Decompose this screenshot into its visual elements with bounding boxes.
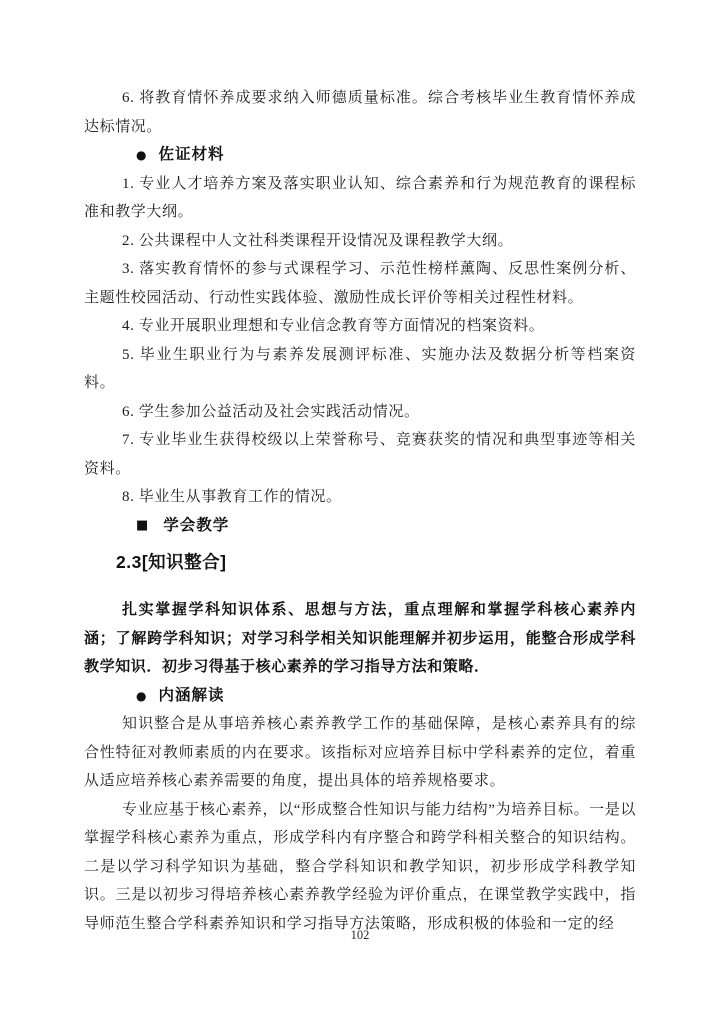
paragraph-item-4: 4. 专业开展职业理想和专业信念教育等方面情况的档案资料。 (122, 318, 545, 334)
paragraph-professional-core-literacy: 专业应基于核心素养，以“形成整合性知识与能力结构”为培养目标。一是以掌握学科核心素养为重点，形成学科内有序整合和跨学科相关整合的知识结构。二是以学习科学知识为基础，整合学科知识和教学知识，初步形成学科教学知识。三是以初步习得培养核心素养教学经验为评价重点，在课堂教学实践中，指导师范生整合学科素养知识和学习指导方法策略，形成积极的体验和一定的经 (84, 801, 636, 932)
paragraph-item-6-teacher-ethics: 6. 将教育情怀养成要求纳入师德质量标准。综合考核毕业生教育情怀养成达标情况。 (84, 90, 636, 135)
bullet-item-connotation-interpretation (84, 682, 636, 711)
section-heading-knowledge-integration: 2.3[知识整合] (116, 552, 227, 572)
dot-bullet-icon: ● (136, 148, 147, 162)
bullet-item-supporting-materials (84, 141, 636, 170)
dot-bullet-icon: ● (136, 688, 147, 703)
bullet-label: 学会教学 (163, 516, 230, 534)
paragraph-item-6b: 6. 学生参加公益活动及社会实践活动情况。 (122, 403, 420, 420)
page-content (84, 84, 636, 938)
paragraph-item-3: 3. 落实教育情怀的参与式课程学习、示范性榜样薰陶、反思性案例分析、主题性校园活动、行动性实践体验、激励性成长评价等相关过程性材料。 (84, 261, 636, 306)
paragraph-item-8: 8. 毕业生从事教育工作的情况。 (122, 489, 342, 505)
bullet-item-learn-to-teach (84, 512, 636, 541)
paragraph-item-5: 5. 毕业生职业行为与素养发展测评标准、实施办法及数据分析等档案资料。 (84, 346, 636, 391)
bullet-label: 佐证材料 (158, 146, 225, 163)
bullet-label: 内涵解读 (158, 686, 225, 704)
paragraph-item-2: 2. 公共课程中人文社科类课程开设情况及课程教学大纲。 (122, 232, 514, 249)
bold-paragraph-indicator-description: 扎实掌握学科知识体系、思想与方法，重点理解和掌握学科核心素养内涵；了解跨学科知识；对学习科学相关知识能理解并初步运用，能整合形成学科教学知识．初步习得基于核心素养的学习指导方法和策略． (84, 601, 636, 675)
paragraph-item-1: 1. 专业人才培养方案及落实职业认知、综合素养和行为规范教育的课程标准和教学大纲。 (84, 175, 636, 220)
square-bullet-icon: ■ (136, 517, 149, 533)
page-number: 102 (350, 928, 370, 942)
paragraph-knowledge-integration-basis: 知识整合是从事培养核心素养教学工作的基础保障，是核心素养具有的综合性特征对教师素质的内在要求。该指标对应培养目标中学科素养的定位，着重从适应培养核心素养需要的角度，提出具体的培养规格要求。 (84, 716, 636, 789)
paragraph-item-7: 7. 专业毕业生获得校级以上荣誉称号、竞赛获奖的情况和典型事迹等相关资料。 (84, 432, 636, 477)
